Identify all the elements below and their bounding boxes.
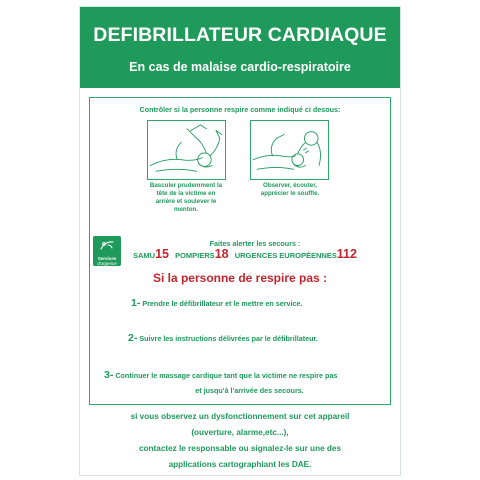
- service-number-pompiers: 18: [214, 247, 229, 261]
- step-text-continued: et jusqu'à l'arrivée des secours.: [195, 386, 304, 395]
- check-breathing-instruction: Contrôler si la personne respire comme indiqué ci desous:: [139, 105, 341, 114]
- step-1: 1- Prendre le défibrillateur et le mettre en service.: [131, 297, 303, 309]
- not-breathing-warning: Si la personne de respire pas :: [152, 271, 328, 285]
- sign-header: [80, 7, 400, 88]
- instructions-panel: [89, 97, 391, 405]
- step-text: Prendre le défibrillateur et le mettre en service.: [142, 299, 303, 308]
- step-number: 3: [104, 369, 110, 381]
- step-text: Continuer le massage cardique tant que la victime ne respire pas: [115, 371, 338, 380]
- service-name-samu: SAMU: [133, 251, 156, 260]
- service-number-europe: 112: [336, 247, 357, 261]
- sign-title: DEFIBRILLATEUR CARDIAQUE: [93, 24, 387, 46]
- emergency-services-logo-icon: [93, 236, 121, 266]
- head-tilt-illustration: [147, 120, 226, 180]
- logo-line-2: d'urgence: [97, 261, 117, 266]
- sign-subtitle: En cas de malaise cardio-respiratoire: [129, 60, 351, 74]
- emergency-numbers: [133, 247, 393, 261]
- logo-line-1: Services: [97, 256, 117, 261]
- step-number: 2: [128, 332, 134, 344]
- step-text: Suivre les instructions délivrées par le défibrillateur.: [139, 334, 318, 343]
- malfunction-notice: si vous observez un dysfonctionnement sur cet appareil (ouverture, alarme,etc...), contactez le responsable ou signalez-le sur une des applications cartographiant les DAE.: [130, 412, 350, 469]
- head-tilt-caption: Basculer prudemment la tête de la victime en arrière et soulever le menton.: [149, 182, 223, 213]
- breath-check-caption: Observer, écouter, apprécier le souffle.: [260, 182, 320, 197]
- service-name-europe: URGENCES EUROPÉENNES: [234, 251, 337, 260]
- step-number: 1: [131, 297, 137, 309]
- step-2: 2- Suivre les instructions délivrées par le défibrillateur.: [128, 332, 318, 344]
- service-number-samu: 15: [155, 247, 169, 261]
- step-3: 3- Continuer le massage cardique tant que la victime ne respire pas et jusqu'à l'arrivée des secours.: [104, 368, 389, 398]
- alert-label: Faites alerter les secours :: [209, 239, 301, 248]
- breath-check-illustration: [250, 120, 329, 180]
- service-name-pompiers: POMPIERS: [175, 251, 215, 260]
- defibrillator-sign: [79, 6, 401, 476]
